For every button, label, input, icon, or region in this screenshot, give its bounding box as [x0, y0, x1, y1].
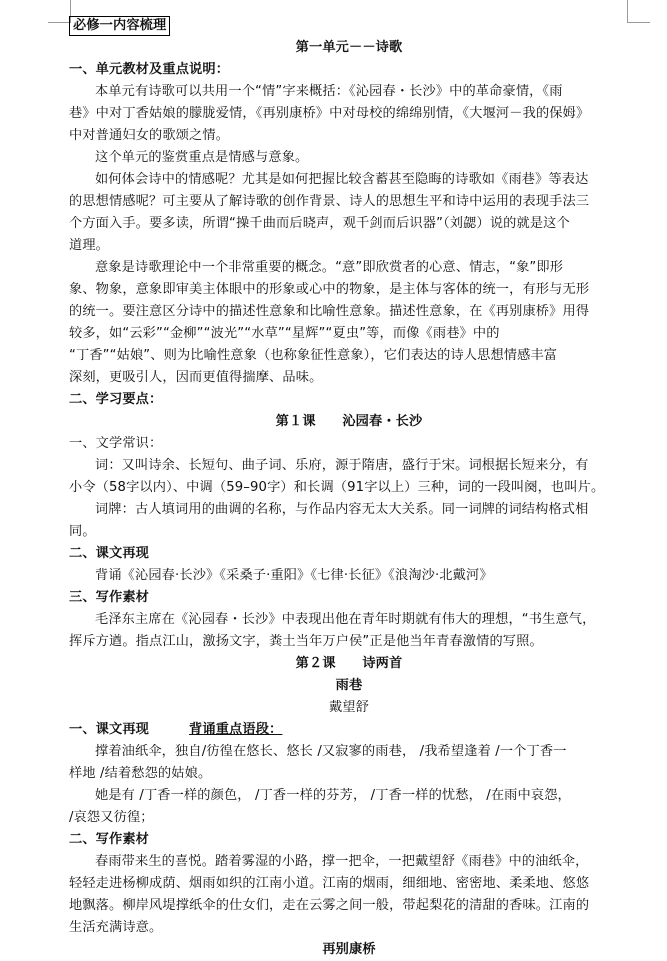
unit1-intro-line: 中对普通妇女的歌颂之情。: [69, 128, 230, 143]
lesson1-section2-heading: 二、课文再现: [69, 546, 150, 561]
lesson2-author: 戴望舒: [328, 700, 369, 715]
lesson1-material-line: 毛泽东主席在《沁园春・长沙》中表现出他在青年时期就有伟大的理想，“书生意气，: [95, 612, 596, 627]
unit1-method-line: 的思想情感呢？可主要从了解诗歌的创作背景、诗人的思想生平和诗中运用的表现手法三: [69, 194, 590, 209]
lesson2-section1-heading: 一、课文再现: [69, 722, 150, 737]
lesson2-excerpt-line: 撑着油纸伞，独自/彷徨在悠长、悠长 /又寂寥的雨巷， /我希望逢着 /一个丁香一: [95, 744, 567, 759]
unit1-intro-line: 本单元有诗歌可以共用一个“情”字来概括：《沁园春・长沙》中的革命豪情，《雨: [95, 84, 563, 99]
lesson2-material-line: 轻轻走进杨柳成荫、烟雨如织的江南小道。江南的烟雨，细细地、密密地、柔柔地、悠悠: [69, 876, 590, 891]
lesson2-section2-heading: 二、写作素材: [69, 832, 150, 847]
unit1-title: 第一单元－－诗歌: [295, 40, 403, 55]
lesson2-material-line: 生活充满诗意。: [69, 920, 163, 935]
unit1-imagery-line: 深刻，更吸引人，因而更值得揣摩、品味。: [69, 370, 323, 385]
header-box-title: 必修一内容梳理: [69, 16, 170, 36]
unit1-intro-line: 巷》中对丁香姑娘的朦胧爱情，《再别康桥》中对母校的绵绵别情，《大堰河－我的保姆》: [69, 106, 590, 121]
lesson2-excerpt-line: 样地 /结着愁怨的姑娘。: [69, 766, 212, 781]
lesson2-recite-label: 背诵重点语段：: [189, 722, 283, 737]
lesson2-next-title: 再别康桥: [322, 942, 376, 957]
unit1-focus-line: 这个单元的鉴赏重点是情感与意象。: [95, 150, 309, 165]
unit1-method-line: 道理。: [69, 238, 110, 253]
unit1-method-line: 个方面入手。要多读，所谓“操千曲而后晓声，观千剑而后识器”（刘勰）说的就是这个: [69, 216, 570, 231]
lesson1-cipai-line: 同。: [69, 524, 96, 539]
unit1-method-line: 如何体会诗中的情感呢？尤其是如何把握比较含蓄甚至隐晦的诗歌如《雨巷》等表达: [95, 172, 589, 187]
lesson2-excerpt-line: /哀怨又彷徨；: [69, 810, 154, 825]
lesson2-material-line: 地飘落。柳岸风堤撑纸伞的仕女们，走在云雾之间一般，带起梨花的清甜的香味。江南的: [69, 898, 590, 913]
lesson2-excerpt-line: 她是有 /丁香一样的颜色， /丁香一样的芬芳， /丁香一样的忧愁， /在雨中哀怨，: [95, 788, 571, 803]
unit1-imagery-line: 象、物象，意象即审美主体眼中的形象或心中的物象，是主体与客体的统一，有形与无形: [69, 282, 590, 297]
lesson1-section3-heading: 三、写作素材: [69, 590, 150, 605]
unit1-imagery-line: 的统一。要注意区分诗中的描述性意象和比喻性意象。描述性意象，在《再别康桥》用得: [69, 304, 590, 319]
lesson2-title: 第２课 诗两首: [295, 656, 403, 671]
lesson1-ci-line: 词：又叫诗余、长短句、曲子词、乐府，源于隋唐，盛行于宋。词根据长短来分，有: [95, 458, 589, 473]
lesson1-section1-heading: 一、文学常识：: [69, 436, 163, 451]
unit1-imagery-line: 较多，如“云彩”“金柳”“波光”“水草”“星辉”“夏虫”等，而像《雨巷》中的: [69, 326, 500, 341]
unit1-imagery-line: “丁香”“姑娘”、则为比喻性意象（也称象征性意象），它们表达的诗人思想情感丰富: [69, 348, 558, 363]
document-page: [69, 14, 629, 961]
lesson2-poem-title: 雨巷: [335, 678, 363, 693]
page-corner-mark-left: [48, 0, 71, 23]
unit1-section1-heading: 一、单元教材及重点说明：: [69, 62, 230, 77]
lesson1-material-line: 挥斥方遒。指点江山，激扬文字，粪土当年万户侯”正是他当年青春激情的写照。: [69, 634, 543, 649]
lesson1-ci-line: 小令（58字以内）、中调（59–90字）和长调（91字以上）三种，词的一段叫阕，也叫片。: [69, 480, 605, 495]
lesson1-title: 第１课 沁园春・长沙: [275, 414, 423, 429]
unit1-imagery-line: 意象是诗歌理论中一个非常重要的概念。“意”即欣赏者的心意、情志，“象”即形: [95, 260, 564, 275]
unit1-section2-heading: 二、学习要点：: [69, 392, 163, 407]
lesson1-cipai-line: 词牌：古人填词用的曲调的名称，与作品内容无太大关系。同一词牌的词结构格式相: [95, 502, 589, 517]
lesson2-material-line: 春雨带来生的喜悦。踏着雾湿的小路，撑一把伞，一把戴望舒《雨巷》中的油纸伞，: [95, 854, 589, 869]
page-corner-mark-right: [627, 0, 650, 23]
lesson1-recite-line: 背诵《沁园春·长沙》《采桑子·重阳》《七律·长征》《浪淘沙·北戴河》: [95, 568, 493, 583]
